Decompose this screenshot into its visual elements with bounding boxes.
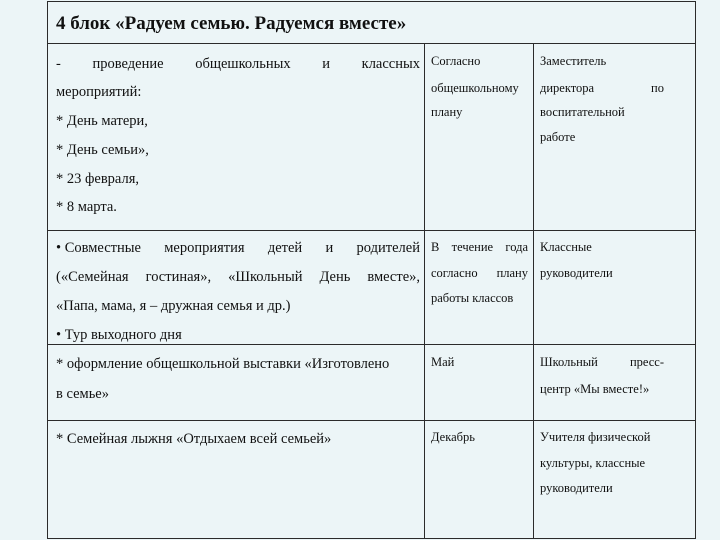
row1-event-line6: * 8 марта. [56,199,117,215]
row1-event-line2: мероприятий: [56,84,142,100]
row-divider [48,344,695,345]
column-divider [424,43,425,538]
row4-resp-line3: руководители [540,481,613,495]
row2-event-line3: «Папа, мама, я – дружная семья и др.) [56,298,291,314]
row3-resp-line1: Школьный пресс- [540,355,664,369]
row-divider [48,230,695,231]
row-divider [48,43,695,44]
row1-event-line4: * День семьи», [56,142,149,158]
row2-date-line1: В течение года [431,240,528,254]
column-divider [533,43,534,538]
row2-date-line3: работы классов [431,291,514,305]
plan-table [47,1,696,539]
row1-date-line3: плану [431,105,463,119]
row2-event-line4: • Тур выходного дня [56,327,182,343]
row3-event-line1: * оформление общешкольной выставки «Изготовлено [56,356,390,372]
row1-resp-line4: работе [540,130,576,144]
row1-resp-line2: директора по [540,81,664,95]
row4-resp-line1: Учителя физической [540,430,651,444]
row4-resp-line2: культуры, классные [540,456,646,470]
row1-event-line5: * 23 февраля, [56,171,140,187]
row1-event-line3: * День матери, [56,113,148,129]
block-title: 4 блок «Радуем семью. Радуемся вместе» [56,13,407,34]
row3-resp-line2: центр «Мы вместе!» [540,382,650,396]
row1-date-line1: Согласно [431,54,481,68]
row1-resp-line1: Заместитель [540,54,607,68]
row2-event-line2: («Семейная гостиная», «Школьный День вместе», [56,269,420,285]
row4-event-line1: * Семейная лыжня «Отдыхаем всей семьей» [56,431,332,447]
row3-event-line2: в семье» [56,386,109,402]
row1-date-line2: общешкольному [431,81,519,95]
row1-event-line1: - проведение общешкольных и классных [56,56,420,72]
row3-date-line1: Май [431,355,455,369]
row2-resp-line1: Классные [540,240,592,254]
row2-resp-line2: руководители [540,266,613,280]
row1-resp-line3: воспитательной [540,105,625,119]
row2-date-line2: согласно плану [431,266,528,280]
row2-event-line1: • Совместные мероприятия детей и родителей [56,240,420,256]
row4-date-line1: Декабрь [431,430,475,444]
row-divider [48,420,695,421]
